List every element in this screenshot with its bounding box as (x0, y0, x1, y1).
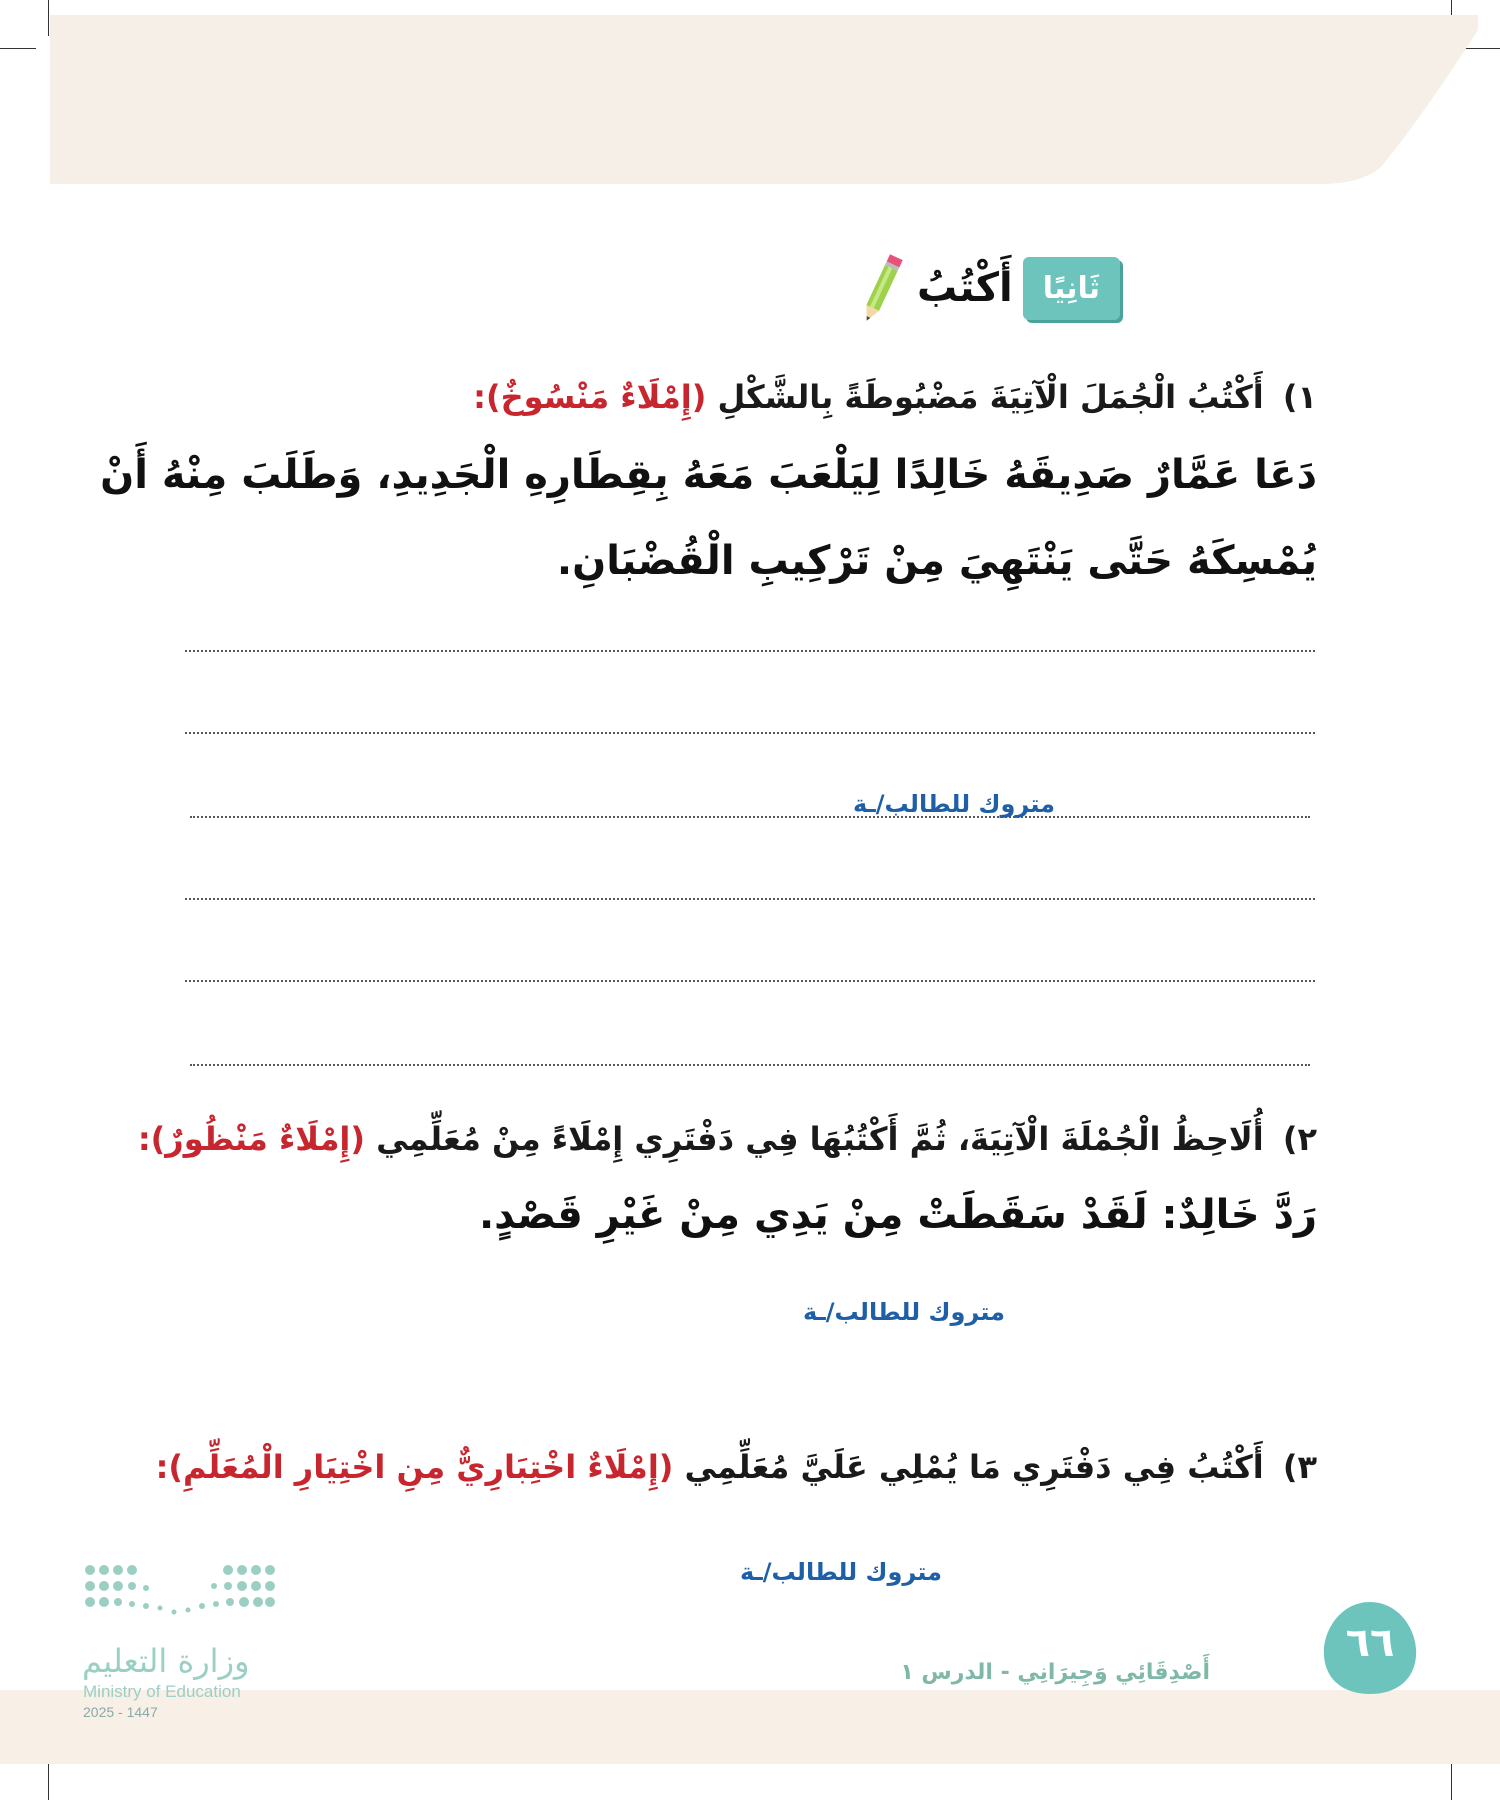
writing-line[interactable] (185, 898, 1315, 900)
question-highlight: (إِمْلَاءٌ مَنْظُورٌ): (137, 1120, 365, 1158)
ministry-name-arabic: وزارة التعليم (82, 1642, 250, 1680)
writing-line[interactable] (185, 980, 1315, 982)
writing-line[interactable] (190, 816, 1310, 818)
answer-note: متروك للطالب/ـة (853, 790, 1055, 818)
question-text: أُلَاحِظُ الْجُمْلَةَ الْآتِيَةَ، ثُمَّ أَكْتُبُهَا فِي دَفْتَرِي إِمْلَاءً مِنْ مُعَلِّمِي (376, 1120, 1264, 1158)
question-number: ٣) (1282, 1448, 1317, 1486)
writing-line[interactable] (185, 732, 1315, 734)
question-number: ١) (1282, 378, 1317, 416)
edition-year: 2025 - 1447 (83, 1704, 158, 1720)
ministry-name-english: Ministry of Education (83, 1682, 241, 1701)
lesson-title: أَصْدِقَائِي وَجِيرَانِي - الدرس ١ (900, 1660, 1210, 1685)
pencil-icon (857, 248, 907, 328)
section-badge: ثَانِيًا (1023, 257, 1120, 320)
question-2 (138, 1120, 1317, 1158)
crop-mark (48, 1764, 49, 1800)
answer-note: متروك للطالب/ـة (740, 1558, 942, 1586)
question-number: ٢) (1282, 1120, 1317, 1158)
question-1 (473, 378, 1317, 416)
crop-mark (1451, 1764, 1452, 1800)
question-text: أَكْتُبُ فِي دَفْتَرِي مَا يُمْلِي عَلَيَّ مُعَلِّمِي (684, 1448, 1264, 1486)
question-highlight: (إِمْلَاءٌ اخْتِبَارِيٌّ مِنِ اخْتِيَارِ الْمُعَلِّمِ): (155, 1448, 674, 1486)
question-highlight: (إِمْلَاءٌ مَنْسُوخٌ): (473, 378, 707, 416)
dictation-sentence: رَدَّ خَالِدٌ: لَقَدْ سَقَطَتْ مِنْ يَدِي مِنْ غَيْرِ قَصْدٍ. (478, 1192, 1317, 1238)
question-3 (156, 1448, 1317, 1486)
writing-line[interactable] (190, 1064, 1310, 1066)
answer-note: متروك للطالب/ـة (803, 1298, 1005, 1326)
page-number: ٦٦ (1345, 1620, 1395, 1666)
dictation-sentence-line-1: دَعَا عَمَّارٌ صَدِيقَهُ خَالِدًا لِيَلْعَبَ مَعَهُ بِقِطَارِهِ الْجَدِيدِ، وَطَلَبَ مِنْهُ أَنْ (100, 452, 1317, 498)
dictation-sentence-line-2: يُمْسِكَهُ حَتَّى يَنْتَهِيَ مِنْ تَرْكِيبِ الْقُضْبَانِ. (556, 538, 1317, 584)
ministry-logo-icon (80, 1560, 280, 1640)
header-band (0, 0, 1500, 190)
section-title: أَكْتُبُ (917, 265, 1013, 311)
question-text: أَكْتُبُ الْجُمَلَ الْآتِيَةَ مَضْبُوطَةً بِالشَّكْلِ (717, 378, 1264, 416)
section-header (857, 248, 1120, 328)
writing-line[interactable] (185, 650, 1315, 652)
